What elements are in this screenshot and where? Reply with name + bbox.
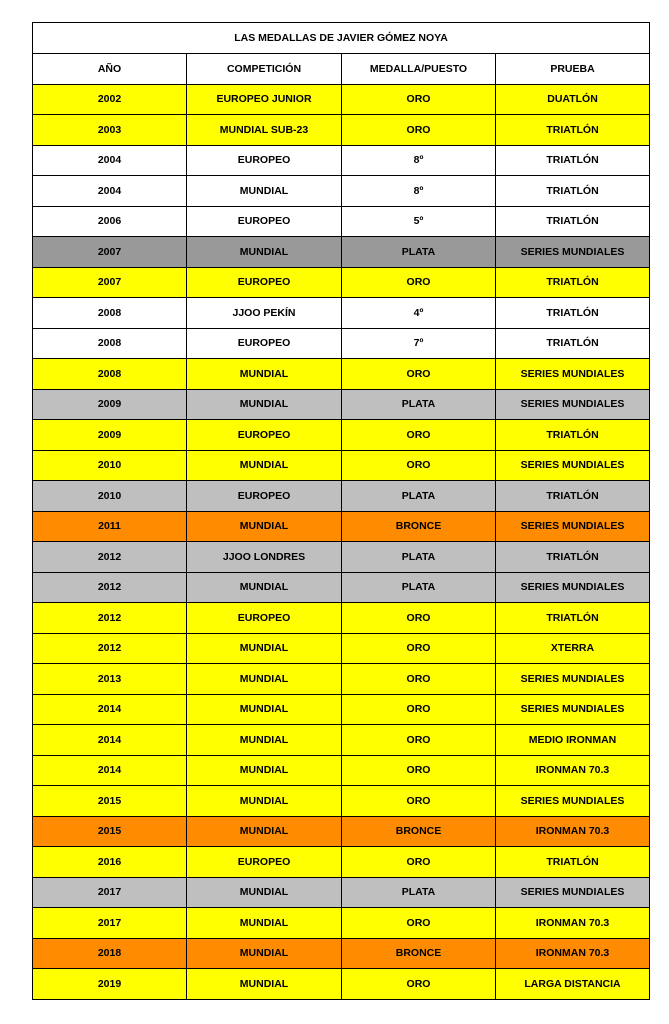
table-row <box>33 115 650 146</box>
cell-year: 2002 <box>33 84 187 115</box>
cell-year: 2019 <box>33 969 187 1000</box>
cell-medal: ORO <box>342 725 496 756</box>
cell-competition: EUROPEO <box>187 267 342 298</box>
cell-medal: PLATA <box>342 389 496 420</box>
table-row <box>33 755 650 786</box>
table-row <box>33 664 650 695</box>
table-row <box>33 938 650 969</box>
cell-medal: ORO <box>342 359 496 390</box>
cell-year: 2013 <box>33 664 187 695</box>
cell-competition: MUNDIAL <box>187 969 342 1000</box>
table-row <box>33 359 650 390</box>
cell-event: SERIES MUNDIALES <box>496 511 650 542</box>
cell-competition: MUNDIAL <box>187 725 342 756</box>
cell-medal: 8º <box>342 176 496 207</box>
cell-medal: ORO <box>342 694 496 725</box>
table-row <box>33 603 650 634</box>
cell-competition: MUNDIAL <box>187 755 342 786</box>
table-row <box>33 389 650 420</box>
cell-competition: MUNDIAL <box>187 908 342 939</box>
table-row <box>33 877 650 908</box>
medals-sheet <box>32 22 649 1000</box>
cell-competition: MUNDIAL SUB-23 <box>187 115 342 146</box>
cell-medal: BRONCE <box>342 816 496 847</box>
cell-event: TRIATLÓN <box>496 420 650 451</box>
cell-competition: EUROPEO <box>187 206 342 237</box>
cell-event: DUATLÓN <box>496 84 650 115</box>
cell-competition: JJOO PEKÍN <box>187 298 342 329</box>
title-row <box>33 23 650 54</box>
table-row <box>33 786 650 817</box>
cell-year: 2009 <box>33 389 187 420</box>
cell-medal: ORO <box>342 969 496 1000</box>
cell-medal: PLATA <box>342 542 496 573</box>
table-row <box>33 542 650 573</box>
cell-event: SERIES MUNDIALES <box>496 450 650 481</box>
header-medal: MEDALLA/PUESTO <box>342 54 496 85</box>
cell-competition: MUNDIAL <box>187 786 342 817</box>
cell-medal: ORO <box>342 450 496 481</box>
cell-year: 2016 <box>33 847 187 878</box>
cell-competition: EUROPEO <box>187 145 342 176</box>
table-row <box>33 847 650 878</box>
cell-event: TRIATLÓN <box>496 847 650 878</box>
cell-medal: 5º <box>342 206 496 237</box>
table-row <box>33 572 650 603</box>
cell-medal: BRONCE <box>342 511 496 542</box>
cell-medal: ORO <box>342 115 496 146</box>
cell-year: 2014 <box>33 755 187 786</box>
cell-year: 2017 <box>33 877 187 908</box>
cell-year: 2012 <box>33 572 187 603</box>
cell-competition: MUNDIAL <box>187 237 342 268</box>
cell-competition: MUNDIAL <box>187 511 342 542</box>
cell-competition: MUNDIAL <box>187 176 342 207</box>
cell-medal: ORO <box>342 786 496 817</box>
cell-year: 2008 <box>33 328 187 359</box>
cell-event: TRIATLÓN <box>496 206 650 237</box>
table-row <box>33 511 650 542</box>
cell-medal: ORO <box>342 267 496 298</box>
cell-year: 2012 <box>33 633 187 664</box>
cell-event: SERIES MUNDIALES <box>496 694 650 725</box>
cell-medal: BRONCE <box>342 938 496 969</box>
table-row <box>33 969 650 1000</box>
cell-event: TRIATLÓN <box>496 603 650 634</box>
cell-year: 2011 <box>33 511 187 542</box>
cell-medal: PLATA <box>342 572 496 603</box>
cell-medal: ORO <box>342 603 496 634</box>
table-row <box>33 298 650 329</box>
cell-event: TRIATLÓN <box>496 267 650 298</box>
cell-year: 2014 <box>33 694 187 725</box>
table-row <box>33 145 650 176</box>
cell-event: SERIES MUNDIALES <box>496 359 650 390</box>
cell-medal: 8º <box>342 145 496 176</box>
cell-medal: 7º <box>342 328 496 359</box>
table-row <box>33 908 650 939</box>
cell-year: 2009 <box>33 420 187 451</box>
table-row <box>33 176 650 207</box>
header-event: PRUEBA <box>496 54 650 85</box>
cell-event: TRIATLÓN <box>496 298 650 329</box>
table-row <box>33 633 650 664</box>
cell-medal: 4º <box>342 298 496 329</box>
cell-competition: MUNDIAL <box>187 359 342 390</box>
cell-year: 2007 <box>33 267 187 298</box>
cell-event: TRIATLÓN <box>496 481 650 512</box>
cell-event: SERIES MUNDIALES <box>496 389 650 420</box>
cell-event: SERIES MUNDIALES <box>496 786 650 817</box>
cell-competition: EUROPEO <box>187 420 342 451</box>
cell-event: TRIATLÓN <box>496 145 650 176</box>
cell-event: SERIES MUNDIALES <box>496 572 650 603</box>
cell-year: 2006 <box>33 206 187 237</box>
cell-competition: MUNDIAL <box>187 664 342 695</box>
cell-year: 2017 <box>33 908 187 939</box>
header-year: AÑO <box>33 54 187 85</box>
cell-year: 2015 <box>33 786 187 817</box>
cell-event: XTERRA <box>496 633 650 664</box>
table-row <box>33 816 650 847</box>
cell-competition: MUNDIAL <box>187 877 342 908</box>
cell-event: TRIATLÓN <box>496 176 650 207</box>
cell-year: 2003 <box>33 115 187 146</box>
cell-medal: ORO <box>342 908 496 939</box>
cell-competition: MUNDIAL <box>187 694 342 725</box>
cell-competition: MUNDIAL <box>187 450 342 481</box>
cell-event: IRONMAN 70.3 <box>496 755 650 786</box>
cell-competition: JJOO LONDRES <box>187 542 342 573</box>
table-body <box>33 84 650 999</box>
cell-medal: PLATA <box>342 481 496 512</box>
cell-competition: EUROPEO JUNIOR <box>187 84 342 115</box>
cell-year: 2012 <box>33 603 187 634</box>
cell-year: 2008 <box>33 359 187 390</box>
table-row <box>33 206 650 237</box>
cell-year: 2014 <box>33 725 187 756</box>
table-row <box>33 481 650 512</box>
cell-competition: MUNDIAL <box>187 816 342 847</box>
cell-event: MEDIO IRONMAN <box>496 725 650 756</box>
cell-year: 2008 <box>33 298 187 329</box>
cell-competition: EUROPEO <box>187 603 342 634</box>
cell-medal: PLATA <box>342 237 496 268</box>
header-competition: COMPETICIÓN <box>187 54 342 85</box>
cell-event: SERIES MUNDIALES <box>496 237 650 268</box>
cell-event: IRONMAN 70.3 <box>496 938 650 969</box>
cell-event: TRIATLÓN <box>496 542 650 573</box>
cell-medal: ORO <box>342 664 496 695</box>
table-title: LAS MEDALLAS DE JAVIER GÓMEZ NOYA <box>33 23 650 54</box>
cell-year: 2015 <box>33 816 187 847</box>
cell-medal: ORO <box>342 755 496 786</box>
table-row <box>33 725 650 756</box>
cell-event: TRIATLÓN <box>496 115 650 146</box>
cell-event: SERIES MUNDIALES <box>496 664 650 695</box>
cell-competition: MUNDIAL <box>187 633 342 664</box>
cell-medal: PLATA <box>342 877 496 908</box>
cell-year: 2012 <box>33 542 187 573</box>
table-row <box>33 237 650 268</box>
table-row <box>33 328 650 359</box>
cell-competition: EUROPEO <box>187 481 342 512</box>
cell-competition: EUROPEO <box>187 847 342 878</box>
table-row <box>33 450 650 481</box>
cell-year: 2010 <box>33 450 187 481</box>
cell-event: SERIES MUNDIALES <box>496 877 650 908</box>
table-row <box>33 84 650 115</box>
table-row <box>33 267 650 298</box>
cell-event: IRONMAN 70.3 <box>496 816 650 847</box>
table-row <box>33 420 650 451</box>
cell-year: 2004 <box>33 176 187 207</box>
cell-year: 2018 <box>33 938 187 969</box>
header-row <box>33 54 650 85</box>
cell-event: TRIATLÓN <box>496 328 650 359</box>
cell-year: 2010 <box>33 481 187 512</box>
cell-competition: MUNDIAL <box>187 389 342 420</box>
cell-competition: MUNDIAL <box>187 572 342 603</box>
cell-medal: ORO <box>342 84 496 115</box>
cell-competition: MUNDIAL <box>187 938 342 969</box>
cell-event: IRONMAN 70.3 <box>496 908 650 939</box>
cell-year: 2004 <box>33 145 187 176</box>
cell-year: 2007 <box>33 237 187 268</box>
cell-medal: ORO <box>342 847 496 878</box>
cell-competition: EUROPEO <box>187 328 342 359</box>
cell-medal: ORO <box>342 420 496 451</box>
cell-event: LARGA DISTANCIA <box>496 969 650 1000</box>
cell-medal: ORO <box>342 633 496 664</box>
medals-table <box>32 22 650 1000</box>
table-row <box>33 694 650 725</box>
